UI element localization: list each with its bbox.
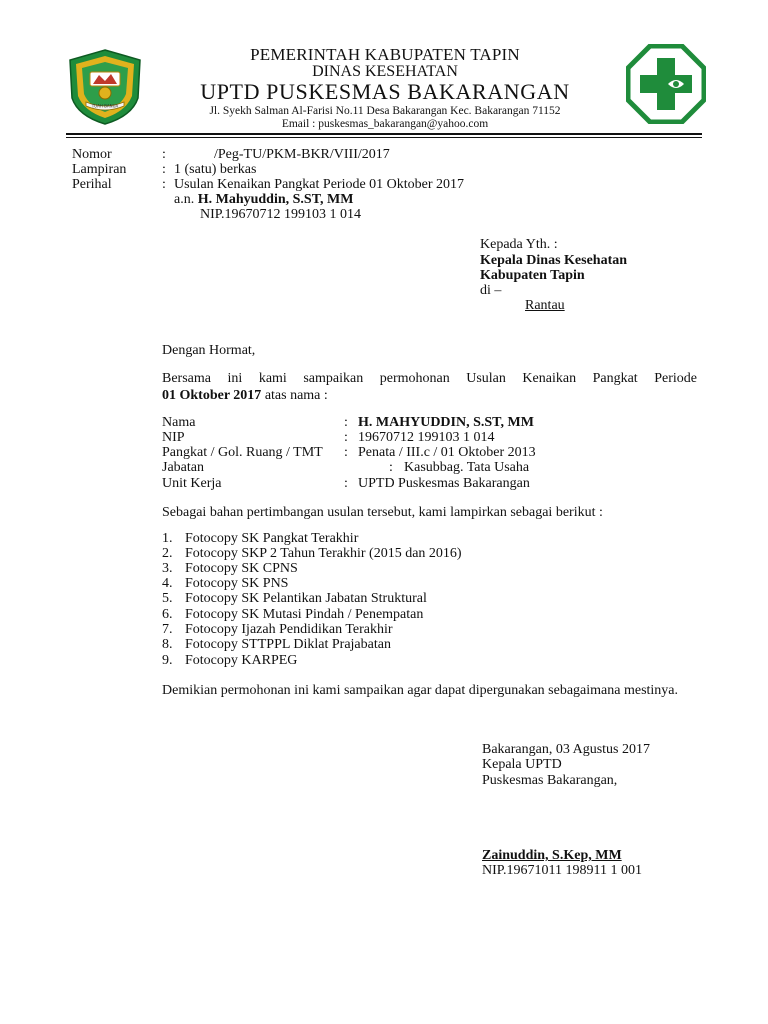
field-colon-unit: : [344, 476, 348, 491]
field-value-nip: 19670712 199103 1 014 [358, 430, 495, 445]
closing-paragraph: Demikian permohonan ini kami sampaikan agar dapat dipergunakan sebagaimana mestinya. [162, 683, 679, 698]
an-name: H. Mahyuddin, S.ST, MM [197, 192, 354, 207]
field-label-nip: NIP [162, 430, 185, 445]
attachments-intro: Sebagai bahan pertimbangan usulan tersebut, kami lampirkan sebagai berikut : [162, 505, 603, 520]
an-nip: NIP.19670712 199103 1 014 [200, 207, 362, 222]
emblem-ribbon-text: TUAH BANUA [91, 103, 119, 109]
field-value-pangkat: Penata / III.c / 01 Oktober 2013 [358, 445, 536, 460]
lampiran-label: Lampiran [72, 162, 127, 177]
intro-rest: atas nama : [264, 388, 328, 403]
field-label-jabatan: Jabatan [162, 460, 204, 475]
list-item-number: 7. [162, 622, 173, 637]
list-item-number: 6. [162, 607, 173, 622]
list-item-number: 1. [162, 531, 173, 546]
an-prefix: a.n. [174, 192, 195, 207]
letterhead-address: Jl. Syekh Salman Al-Farisi No.11 Desa Bakarangan Kec. Bakarangan 71152 [209, 105, 561, 117]
puskesmas-logo-icon [626, 44, 706, 124]
letterhead-institution: UPTD PUSKESMAS BAKARANGAN [200, 79, 570, 104]
recipient-kepada: Kepada Yth. : [480, 237, 558, 252]
list-item: Fotocopy SK PNS [185, 576, 289, 591]
field-value-jabatan: Kasubbag. Tata Usaha [404, 460, 530, 475]
intro-paragraph-line2 [162, 388, 328, 404]
recipient-line2: Kabupaten Tapin [480, 268, 585, 283]
salutation: Dengan Hormat, [162, 343, 256, 358]
list-item: Fotocopy SK CPNS [185, 561, 298, 576]
nomor-label: Nomor [72, 147, 112, 162]
field-label-pangkat: Pangkat / Gol. Ruang / TMT [162, 445, 323, 460]
an-line [174, 192, 353, 208]
lampiran-colon: : [162, 162, 166, 177]
signature-title-1: Kepala UPTD [482, 757, 562, 772]
field-colon-pangkat: : [344, 445, 348, 460]
field-colon-nama: : [344, 415, 348, 430]
signature-title-2: Puskesmas Bakarangan, [482, 773, 618, 788]
letterhead-email: Email : puskesmas_bakarangan@yahoo.com [281, 118, 489, 130]
field-label-unit: Unit Kerja [162, 476, 222, 491]
signature-name: Zainuddin, S.Kep, MM [482, 848, 622, 863]
signature-place-date: Bakarangan, 03 Agustus 2017 [482, 742, 650, 757]
recipient-place: Rantau [525, 298, 565, 313]
list-item-number: 2. [162, 546, 173, 561]
list-item: Fotocopy SK Pelantikan Jabatan Struktural [185, 591, 427, 606]
field-value-nama: H. MAHYUDDIN, S.ST, MM [358, 415, 534, 430]
nomor-value: /Peg-TU/PKM-BKR/VIII/2017 [214, 147, 390, 162]
letterhead-department: DINAS KESEHATAN [312, 63, 458, 80]
list-item: Fotocopy Ijazah Pendidikan Terakhir [185, 622, 393, 637]
list-item: Fotocopy SK Pangkat Terakhir [185, 531, 359, 546]
field-label-nama: Nama [162, 415, 196, 430]
recipient-di: di – [480, 283, 502, 298]
intro-period: 01 Oktober 2017 [162, 388, 262, 403]
list-item-number: 5. [162, 591, 173, 606]
list-item: Fotocopy KARPEG [185, 653, 298, 668]
list-item: Fotocopy STTPPL Diklat Prajabatan [185, 637, 391, 652]
signature-nip: NIP.19671011 198911 1 001 [482, 863, 642, 878]
field-colon-nip: : [344, 430, 348, 445]
letterhead-government: PEMERINTAH KABUPATEN TAPIN [250, 45, 520, 64]
kabupaten-tapin-emblem-icon [66, 48, 144, 126]
list-item-number: 8. [162, 637, 173, 652]
list-item-number: 3. [162, 561, 173, 576]
intro-paragraph-line1: Bersama ini kami sampaikan permohonan Usulan Kenaikan Pangkat Periode [162, 371, 697, 386]
perihal-value: Usulan Kenaikan Pangkat Periode 01 Oktober 2017 [174, 177, 465, 192]
nomor-colon: : [162, 147, 166, 162]
letterhead-thick-rule [66, 133, 702, 135]
field-value-unit: UPTD Puskesmas Bakarangan [358, 476, 530, 491]
perihal-label: Perihal [72, 177, 112, 192]
list-item: Fotocopy SKP 2 Tahun Terakhir (2015 dan 2016) [185, 546, 462, 561]
list-item-number: 4. [162, 576, 173, 591]
letterhead-thin-rule [66, 137, 702, 138]
field-colon-jabatan: : [389, 460, 393, 475]
lampiran-value: 1 (satu) berkas [174, 162, 257, 177]
list-item: Fotocopy SK Mutasi Pindah / Penempatan [185, 607, 424, 622]
perihal-colon: : [162, 177, 166, 192]
list-item-number: 9. [162, 653, 173, 668]
recipient-line1: Kepala Dinas Kesehatan [480, 253, 628, 268]
